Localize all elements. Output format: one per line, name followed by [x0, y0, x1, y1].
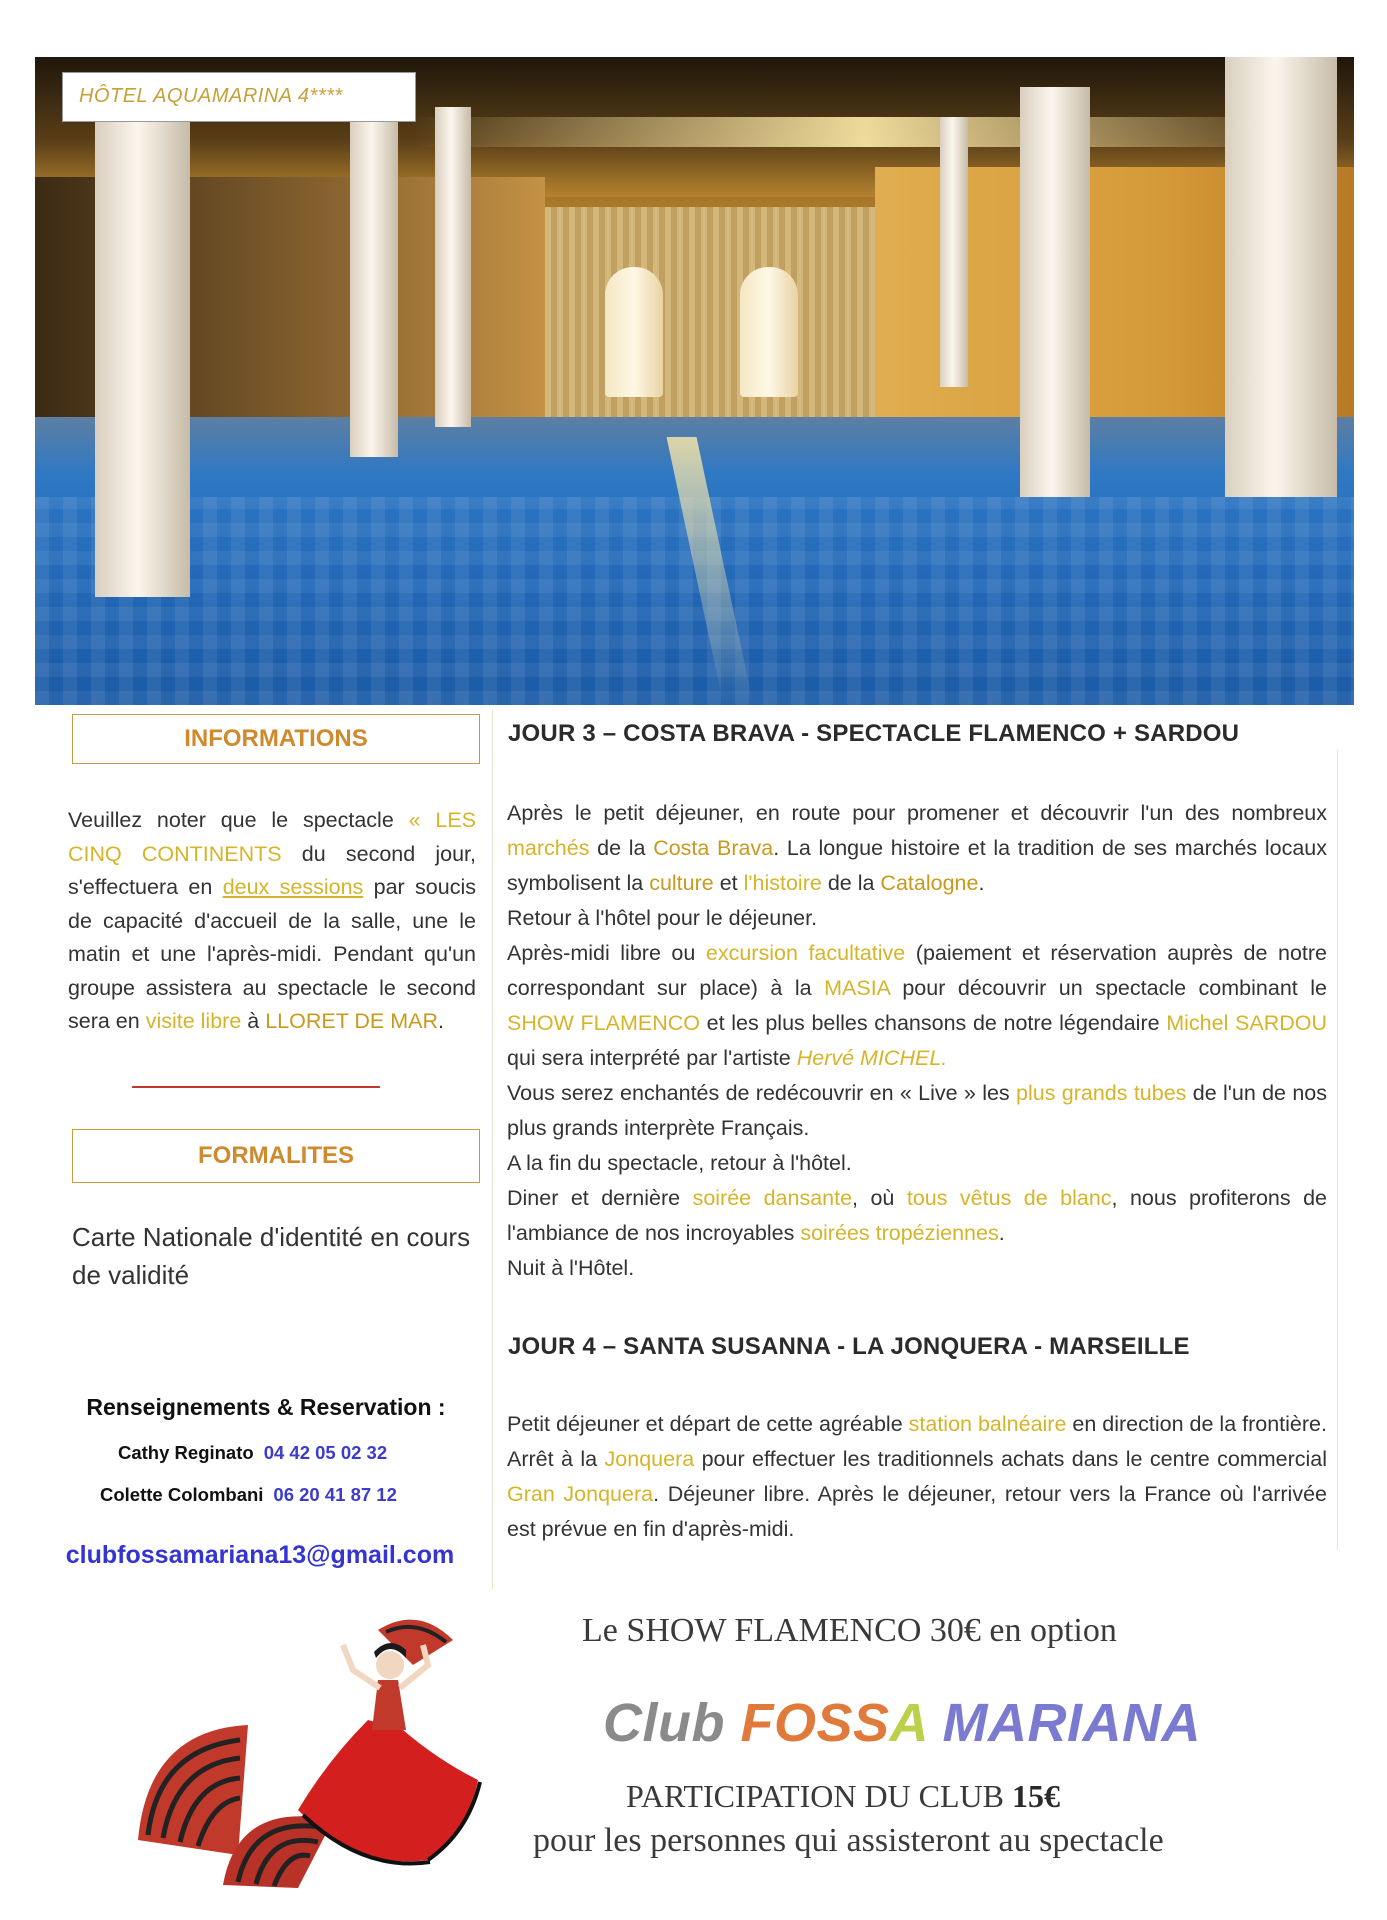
highlight: soirées tropéziennes	[800, 1221, 999, 1245]
participation-line	[626, 1778, 1060, 1815]
photo-pillar	[1020, 87, 1090, 497]
text: Petit déjeuner et départ de cette agréable	[507, 1412, 909, 1436]
highlight: marchés	[507, 836, 590, 860]
text: de la	[589, 836, 654, 860]
day3-paragraph	[507, 1181, 1327, 1251]
highlight: plus grands tubes	[1016, 1081, 1187, 1105]
highlight: Michel SARDOU	[1166, 1011, 1327, 1035]
text: . Déjeuner libre. Après le déjeuner, retour vers la France où l'arrivée est prévue en fin d'après-midi.	[507, 1482, 1327, 1541]
highlight: culture	[649, 871, 714, 895]
text: , nous profiterons de l'ambiance de nos incroyables	[507, 1186, 1327, 1245]
show-price-line: Le SHOW FLAMENCO 30€ en option	[582, 1612, 1117, 1649]
fan-icon	[138, 1725, 248, 1855]
photo-mosaic-wall	[545, 207, 875, 417]
text: . La longue histoire et la tradition de ses marchés locaux symbolisent la	[507, 836, 1328, 895]
contact-row	[118, 1442, 387, 1464]
text: (paiement et réservation auprès de notre correspondant sur place) à la	[507, 941, 1327, 1000]
photo-pillar	[435, 107, 471, 427]
club-name-logo	[603, 1692, 1201, 1754]
photo-light-strip	[415, 117, 1315, 147]
contact-name: Colette Colombani	[100, 1484, 264, 1505]
formalites-text: Carte Nationale d'identité en cours de validité	[72, 1222, 471, 1290]
text: de la	[821, 871, 881, 895]
highlight: l'histoire	[743, 871, 822, 895]
contact-row	[100, 1484, 397, 1506]
text: Après le petit déjeuner, en route pour promener et découvrir l'un des nombreux	[507, 801, 1327, 825]
day3-text	[507, 796, 1327, 1286]
price: 15€	[1012, 1778, 1060, 1814]
text: en direction de la frontière. Arrêt à la	[507, 1412, 1327, 1471]
text: Diner et dernière	[507, 1186, 693, 1210]
highlight: SHOW FLAMENCO	[507, 1011, 700, 1035]
highlight: Hervé MICHEL.	[796, 1046, 948, 1070]
info-text: du second jour, s'effectuera en	[68, 841, 476, 899]
highlight: soirée dansante	[692, 1186, 853, 1210]
flamenco-dancer-illustration	[128, 1610, 488, 1890]
text: .	[998, 1221, 1005, 1245]
day3-paragraph: Nuit à l'Hôtel.	[507, 1256, 635, 1280]
audience-line: pour les personnes qui assisteront au spectacle	[533, 1822, 1164, 1859]
highlight: Jonquera	[604, 1447, 695, 1471]
column-divider-right	[1337, 750, 1338, 1550]
text: et les plus belles chansons de notre légendaire	[700, 1011, 1167, 1035]
info-text: par soucis de capacité d'accueil de la salle, une le matin et une l'après-midi. Pendant qu'un groupe assistera au spectacle le second sera en	[68, 875, 476, 1033]
text: et	[713, 871, 744, 895]
highlight: tous vêtus de blanc	[906, 1186, 1112, 1210]
text: PARTICIPATION DU CLUB	[626, 1778, 1012, 1814]
info-highlight: LLORET DE MAR	[265, 1009, 439, 1033]
day3-title: JOUR 3 – COSTA BRAVA - SPECTACLE FLAMENCO + SARDOU	[508, 720, 1240, 747]
day4-text	[507, 1407, 1327, 1547]
day3-paragraph	[507, 936, 1327, 1076]
text: Vous serez enchantés de redécouvrir en « Live » les	[507, 1081, 1017, 1105]
info-paragraph	[68, 804, 476, 1039]
photo-fountain	[740, 267, 798, 397]
day4-paragraph	[507, 1407, 1327, 1547]
club-word: MARIANA	[942, 1693, 1201, 1753]
text: .	[978, 871, 985, 895]
text: de l'un de nos plus grands interprète Français.	[507, 1081, 1327, 1140]
text: pour effectuer les traditionnels achats dans le centre commercial	[694, 1447, 1327, 1471]
photo-pillar	[95, 77, 190, 597]
day3-paragraph: Retour à l'hôtel pour le déjeuner.	[507, 906, 818, 930]
day4-title: JOUR 4 – SANTA SUSANNA - LA JONQUERA - MARSEILLE	[508, 1333, 1190, 1360]
highlight: MASIA	[824, 976, 890, 1000]
day3-paragraph: A la fin du spectacle, retour à l'hôtel.	[507, 1151, 852, 1175]
day3-paragraph	[507, 796, 1327, 901]
contact-name: Cathy Reginato	[118, 1442, 254, 1463]
info-text: .	[438, 1009, 445, 1033]
hotel-pool-photo	[35, 57, 1354, 705]
photo-pillar	[350, 117, 398, 457]
text: , où	[852, 1186, 907, 1210]
highlight: excursion facultative	[705, 941, 906, 965]
info-highlight: visite libre	[145, 1009, 242, 1033]
contact-phone[interactable]: 06 20 41 87 12	[273, 1484, 397, 1505]
column-divider	[492, 710, 493, 1590]
highlight: Costa Brava	[653, 836, 774, 860]
informations-title: INFORMATIONS	[72, 714, 480, 764]
text: Après-midi libre ou	[507, 941, 706, 965]
text: pour découvrir un spectacle combinant le	[889, 976, 1327, 1000]
email-link[interactable]: clubfossamariana13@gmail.com	[65, 1541, 455, 1569]
photo-pillar	[940, 117, 968, 387]
day3-paragraph	[507, 1076, 1327, 1146]
info-text: à	[241, 1009, 266, 1033]
text: qui sera interprété par l'artiste	[507, 1046, 797, 1070]
info-text: Veuillez noter que le spectacle	[68, 808, 409, 832]
info-highlight: « LES CINQ CONTINENTS	[68, 808, 476, 866]
info-highlight: deux sessions	[222, 875, 364, 899]
club-word: FOSS	[740, 1693, 890, 1753]
formalites-title: FORMALITES	[72, 1129, 480, 1183]
highlight: Catalogne	[880, 871, 979, 895]
highlight: Gran Jonquera	[507, 1482, 654, 1506]
photo-pillar	[1225, 57, 1337, 497]
separator-line	[132, 1086, 380, 1088]
contact-phone[interactable]: 04 42 05 02 32	[263, 1442, 388, 1463]
contact-title: Renseignements & Reservation :	[86, 1394, 446, 1420]
highlight: station balnéaire	[908, 1412, 1067, 1436]
photo-fountain	[605, 267, 663, 397]
club-word: A	[889, 1693, 943, 1753]
hotel-label: HÔTEL AQUAMARINA 4****	[62, 72, 416, 122]
club-word: Club	[603, 1693, 741, 1753]
